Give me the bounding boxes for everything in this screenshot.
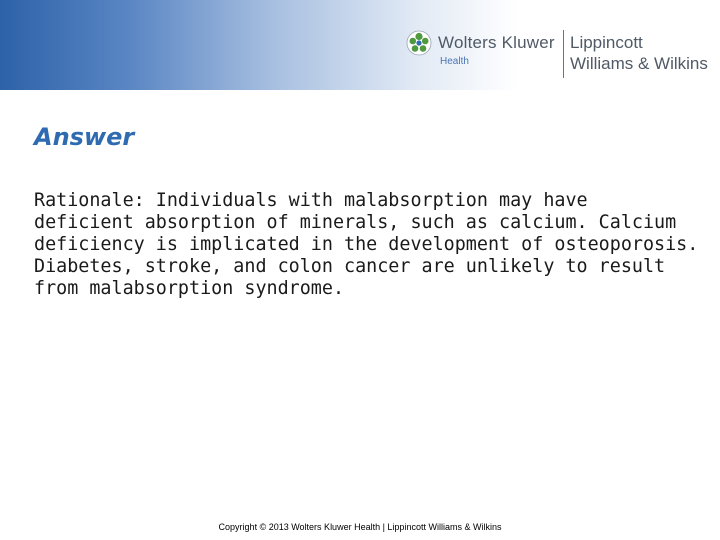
brand-name: Wolters Kluwer — [438, 33, 555, 52]
brand-subtitle: Health — [440, 56, 469, 67]
partner-name-line-1: Lippincott — [570, 33, 643, 52]
rationale-line: deficient absorption of minerals, such as calcium. Calcium — [34, 212, 677, 233]
rationale-text — [34, 190, 710, 300]
slide-title: Answer — [34, 123, 135, 151]
logo-divider — [563, 30, 564, 78]
rationale-line: Rationale: Individuals with malabsorption may have — [34, 190, 588, 211]
wolters-kluwer-globe-icon — [406, 30, 432, 56]
rationale-line: Diabetes, stroke, and colon cancer are unlikely to result — [34, 256, 666, 277]
copyright-footer: Copyright © 2013 Wolters Kluwer Health | Lippincott Williams & Wilkins — [218, 522, 502, 532]
publisher-logo — [400, 26, 716, 82]
rationale-line: deficiency is implicated in the development of osteoporosis. — [34, 234, 699, 255]
rationale-line: from malabsorption syndrome. — [34, 278, 345, 299]
partner-name-line-2: Williams & Wilkins — [570, 54, 708, 73]
